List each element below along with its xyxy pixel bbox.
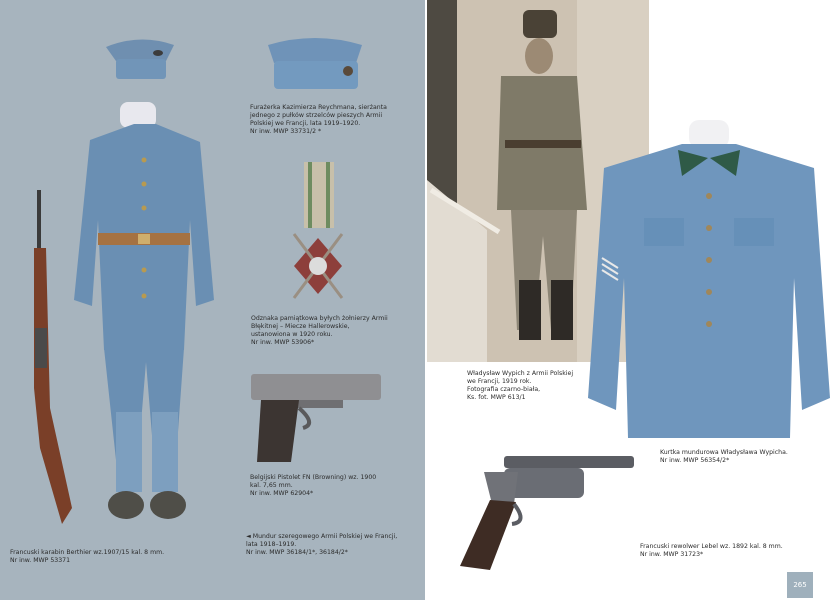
- uniform-image: [64, 100, 224, 540]
- caption-uniform: [246, 533, 422, 557]
- caption-revolver: Francuski rewolwer Lebel wz. 1892 kal. 8 mm. Nr inw. MWP 31723*: [640, 543, 783, 558]
- forage-cap-image: [262, 33, 368, 95]
- caption-pistol: Belgijski Pistolet FN (Browning) wz. 1900 kal. 7,65 mm. Nr inw. MWP 62904*: [250, 474, 377, 497]
- caption-uniform-text: Mundur szeregowego Armii Polskiej we Francji, lata 1918–1919. Nr inw. MWP 36184/1*, 36184/2*: [246, 533, 398, 556]
- revolver-image: [444, 452, 636, 576]
- arrow-left-icon: ◄: [246, 533, 253, 540]
- caption-carbine: Francuski karabin Berthier wz.1907/15 kal. 8 mm. Nr inw. MWP 53371: [10, 549, 165, 564]
- medal-image: [288, 158, 348, 306]
- caption-photo: Władysław Wypich z Armii Polskiej we Francji, 1919 rok. Fotografia czarno-biała, Ks. fot. MWP 613/1: [467, 370, 574, 401]
- jacket-image: [584, 118, 834, 444]
- carbine-image: [26, 188, 84, 532]
- caption-medal: Odznaka pamiątkowa byłych żołnierzy Armii Błękitnej – Miecze Hallerowskie, ustanowiona w 1920 roku. Nr inw. MWP 53906*: [251, 315, 388, 346]
- page-number: 265: [787, 572, 813, 598]
- caption-forage-cap: Furażerka Kazimierza Reychmana, sierżanta jednego z pułków strzelców pieszych Armii Polskiej we Francji, lata 1919–1920. Nr inw. MWP 33731/2 *: [250, 104, 387, 135]
- uniform-cap-image: [100, 33, 180, 85]
- caption-jacket: Kurtka mundurowa Władysława Wypicha. Nr inw. MWP 56354/2*: [660, 449, 788, 464]
- pistol-image: [243, 370, 385, 462]
